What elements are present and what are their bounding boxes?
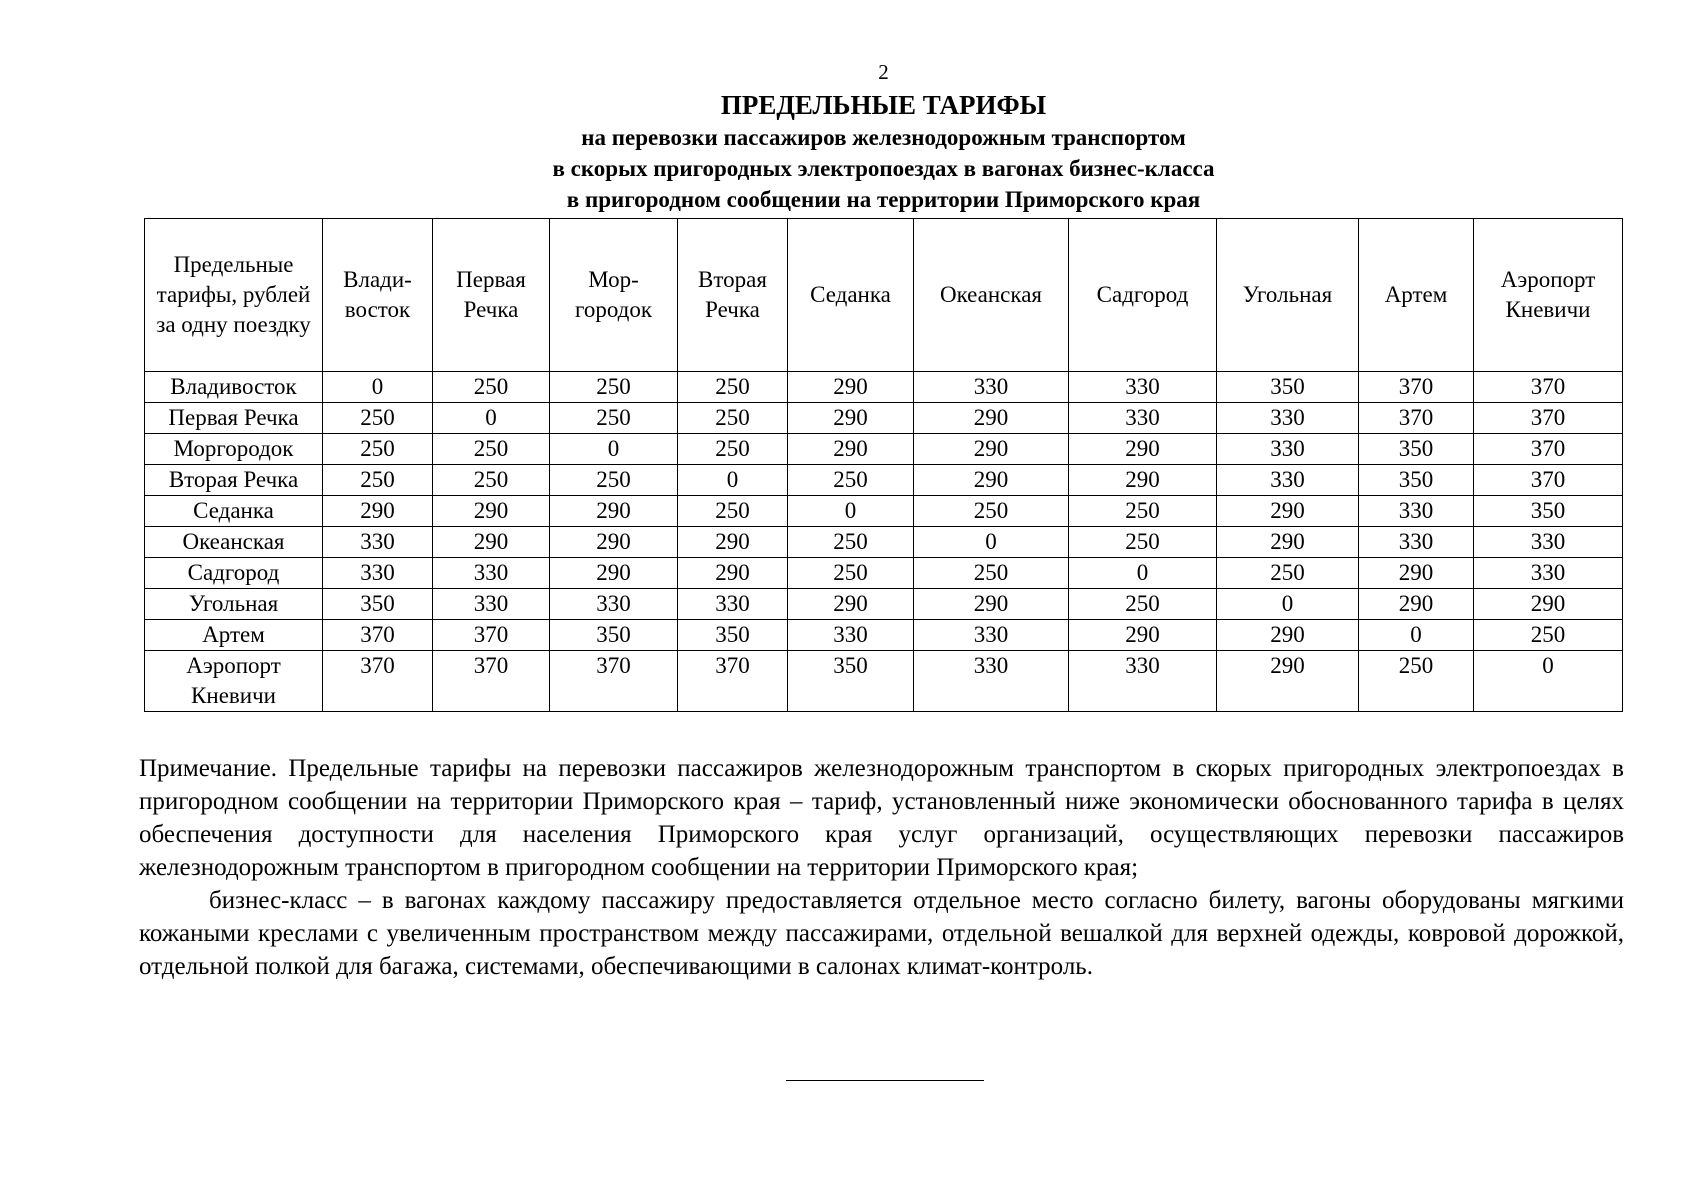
tariff-cell: 0	[914, 527, 1069, 558]
tariff-cell: 290	[550, 558, 678, 589]
table-row	[145, 465, 1623, 496]
tariff-cell: 370	[1474, 434, 1623, 465]
tariff-cell: 290	[550, 527, 678, 558]
tariff-cell: 250	[788, 465, 914, 496]
tariff-cell: 290	[788, 403, 914, 434]
tariff-cell: 290	[433, 496, 550, 527]
row-header: Вторая Речка	[145, 465, 323, 496]
tariff-cell: 290	[788, 372, 914, 403]
table-row	[145, 496, 1623, 527]
tariff-cell: 330	[1359, 527, 1474, 558]
tariff-cell: 330	[914, 620, 1069, 651]
tariff-cell: 330	[1069, 372, 1217, 403]
table-row	[145, 558, 1623, 589]
tariff-cell: 0	[1069, 558, 1217, 589]
tariff-cell: 330	[1069, 651, 1217, 712]
column-header: Артем	[1359, 219, 1474, 372]
column-header: Угольная	[1217, 219, 1359, 372]
tariff-cell: 250	[678, 434, 788, 465]
table-header-row	[145, 219, 1623, 372]
tariff-cell: 370	[323, 620, 433, 651]
tariff-cell: 350	[1359, 434, 1474, 465]
tariff-cell: 290	[678, 527, 788, 558]
tariff-cell: 330	[1359, 496, 1474, 527]
column-header: Мор-городок	[550, 219, 678, 372]
tariff-cell: 290	[1069, 620, 1217, 651]
tariff-cell: 350	[323, 589, 433, 620]
tariff-cell: 330	[914, 372, 1069, 403]
table-row	[145, 403, 1623, 434]
tariff-cell: 350	[678, 620, 788, 651]
tariff-cell: 330	[1069, 403, 1217, 434]
row-header: Океанская	[145, 527, 323, 558]
tariff-cell: 290	[914, 403, 1069, 434]
tariff-cell: 330	[433, 558, 550, 589]
table-row	[145, 651, 1623, 712]
tariff-cell: 250	[323, 465, 433, 496]
tariff-cell: 370	[1359, 372, 1474, 403]
row-header: Угольная	[145, 589, 323, 620]
tariff-cell: 370	[1474, 465, 1623, 496]
tariff-cell: 250	[1217, 558, 1359, 589]
row-header: Моргородок	[145, 434, 323, 465]
tariff-cell: 0	[1359, 620, 1474, 651]
table-row	[145, 589, 1623, 620]
table-row	[145, 372, 1623, 403]
tariff-cell: 250	[550, 403, 678, 434]
title-main: ПРЕДЕЛЬНЫЕ ТАРИФЫ	[720, 90, 1047, 120]
tariff-cell: 250	[1359, 651, 1474, 712]
column-header: Первая Речка	[433, 219, 550, 372]
tariff-cell: 0	[1217, 589, 1359, 620]
tariff-cell: 290	[1069, 434, 1217, 465]
tariff-cell: 290	[1474, 589, 1623, 620]
page-number: 2	[878, 60, 889, 84]
tariff-cell: 330	[433, 589, 550, 620]
tariff-cell: 0	[550, 434, 678, 465]
tariff-cell: 0	[1474, 651, 1623, 712]
row-header: Седанка	[145, 496, 323, 527]
table-row	[145, 434, 1623, 465]
tariff-cell: 290	[678, 558, 788, 589]
tariff-cell: 290	[788, 589, 914, 620]
tariff-cell: 250	[914, 558, 1069, 589]
tariff-cell: 330	[323, 558, 433, 589]
tariff-cell: 370	[433, 620, 550, 651]
tariff-cell: 250	[914, 496, 1069, 527]
tariff-cell: 330	[1217, 465, 1359, 496]
tariff-cell: 250	[678, 496, 788, 527]
tariff-cell: 250	[323, 434, 433, 465]
tariff-cell: 350	[1217, 372, 1359, 403]
tariff-cell: 250	[678, 403, 788, 434]
tariff-cell: 290	[1069, 465, 1217, 496]
tariff-cell: 290	[914, 465, 1069, 496]
column-header: Вторая Речка	[678, 219, 788, 372]
title-line-2: в скорых пригородных электропоездах в вагонах бизнес-класса	[552, 156, 1215, 181]
tariff-cell: 290	[1217, 496, 1359, 527]
tariff-cell: 370	[1359, 403, 1474, 434]
tariff-cell: 0	[788, 496, 914, 527]
tariff-cell: 250	[1069, 496, 1217, 527]
tariff-cell: 330	[1217, 434, 1359, 465]
tariff-cell: 330	[323, 527, 433, 558]
tariff-cell: 250	[433, 372, 550, 403]
tariff-cell: 250	[788, 527, 914, 558]
tariff-cell: 290	[1217, 651, 1359, 712]
tariff-cell: 330	[788, 620, 914, 651]
row-header: Садгород	[145, 558, 323, 589]
tariff-cell: 0	[433, 403, 550, 434]
tariff-cell: 250	[433, 465, 550, 496]
tariff-cell: 290	[914, 434, 1069, 465]
note-paragraph: Примечание. Предельные тарифы на перевозки пассажиров железнодорожным транспортом в скорых пригородных электропоездах в пригородном сообщении на территории Приморского края – тариф, установленный ниже экономически обоснованного тарифа в целях обеспечения доступности для населения Приморского края услуг организаций, осуществляющих перевозки пассажиров железнодорожным транспортом в пригородном сообщении на территории Приморского края;	[139, 755, 1624, 881]
title-line-1: на перевозки пассажиров железнодорожным транспортом	[581, 125, 1186, 150]
tariff-cell: 330	[678, 589, 788, 620]
tariff-cell: 370	[1474, 403, 1623, 434]
end-separator	[786, 1080, 984, 1081]
tariff-cell: 370	[433, 651, 550, 712]
column-header: Седанка	[788, 219, 914, 372]
tariff-cell: 0	[323, 372, 433, 403]
tariff-cell: 290	[550, 496, 678, 527]
tariff-cell: 370	[323, 651, 433, 712]
tariff-cell: 250	[550, 372, 678, 403]
tariff-table	[144, 218, 1623, 712]
tariff-cell: 330	[1474, 558, 1623, 589]
tariff-cell: 250	[433, 434, 550, 465]
tariff-cell: 250	[1069, 527, 1217, 558]
tariff-cell: 250	[550, 465, 678, 496]
tariff-cell: 0	[678, 465, 788, 496]
tariff-cell: 330	[1217, 403, 1359, 434]
tariff-cell: 350	[1359, 465, 1474, 496]
note-paragraph: бизнес-класс – в вагонах каждому пассажиру предоставляется отдельное место согласно билету, вагоны оборудованы мягкими кожаными креслами с увеличенным пространством между пассажирами, отдельной вешалкой для верхней одежды, ковровой дорожкой, отдельной полкой для багажа, системами, обеспечивающими в салонах климат-контроль.	[139, 887, 1624, 980]
tariff-cell: 290	[1359, 589, 1474, 620]
row-header: Аэропорт Кневичи	[145, 651, 323, 712]
tariff-cell: 370	[678, 651, 788, 712]
tariff-cell: 250	[788, 558, 914, 589]
tariff-cell: 290	[914, 589, 1069, 620]
tariff-cell: 350	[550, 620, 678, 651]
title-line-3: в пригородном сообщении на территории Приморского края	[566, 187, 1201, 212]
row-header: Первая Речка	[145, 403, 323, 434]
tariff-cell: 250	[678, 372, 788, 403]
tariff-cell: 370	[550, 651, 678, 712]
tariff-cell: 350	[1474, 496, 1623, 527]
tariff-cell: 350	[788, 651, 914, 712]
tariff-cell: 330	[550, 589, 678, 620]
tariff-cell: 290	[1217, 620, 1359, 651]
column-header: Океанская	[914, 219, 1069, 372]
column-header: Садгород	[1069, 219, 1217, 372]
column-header: Аэропорт Кневичи	[1474, 219, 1623, 372]
tariff-cell: 290	[323, 496, 433, 527]
tariff-cell: 250	[1069, 589, 1217, 620]
row-header: Владивосток	[145, 372, 323, 403]
document-title	[0, 88, 1697, 215]
note	[139, 752, 1624, 983]
tariff-cell: 290	[433, 527, 550, 558]
table-row	[145, 527, 1623, 558]
tariff-cell: 370	[1474, 372, 1623, 403]
tariff-cell: 250	[323, 403, 433, 434]
tariff-cell: 290	[1217, 527, 1359, 558]
row-header: Артем	[145, 620, 323, 651]
table-row	[145, 620, 1623, 651]
tariff-cell: 250	[1474, 620, 1623, 651]
tariff-cell: 290	[1359, 558, 1474, 589]
tariff-cell: 330	[1474, 527, 1623, 558]
tariff-cell: 330	[914, 651, 1069, 712]
corner-header: Предельные тарифы, рублей за одну поездку	[145, 219, 323, 372]
column-header: Влади-восток	[323, 219, 433, 372]
tariff-cell: 290	[788, 434, 914, 465]
